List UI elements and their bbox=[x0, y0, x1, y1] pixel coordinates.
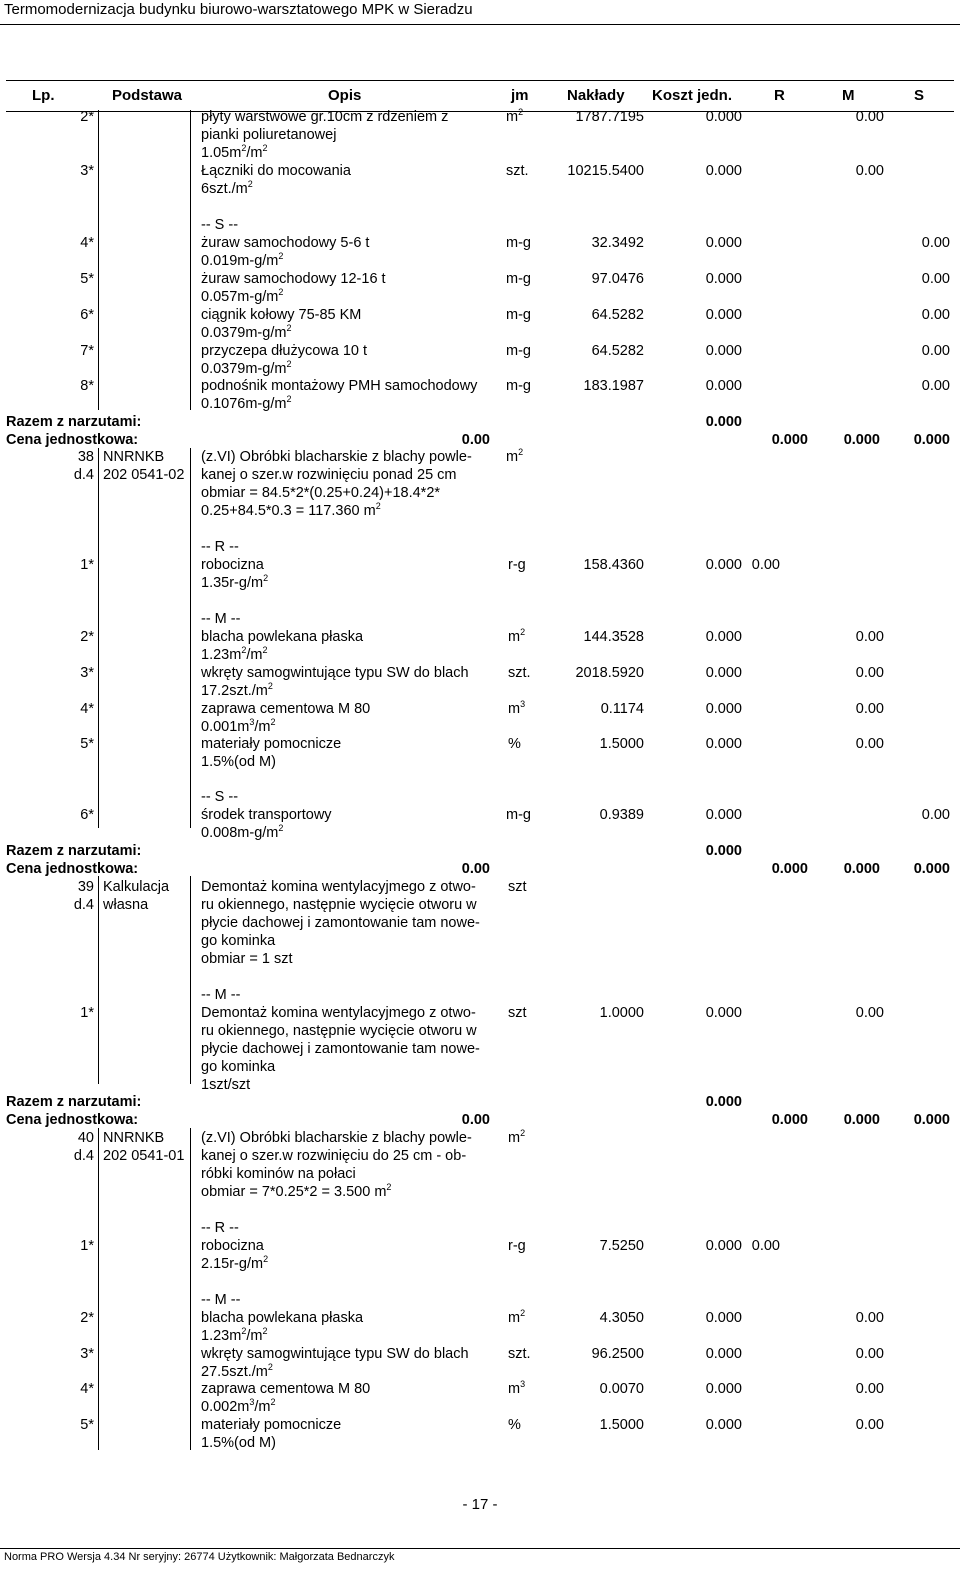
row-unit: r-g bbox=[508, 1238, 526, 1254]
separator bbox=[98, 110, 99, 410]
row-value: 0.00 bbox=[751, 1238, 780, 1254]
row-desc: płyty warstwowe gr.10cm z rdzeniem z bbox=[201, 109, 449, 125]
cena-value: 0.00 bbox=[461, 432, 490, 448]
cena-r: 0.000 bbox=[771, 432, 808, 448]
row-norm: $1.35r-g/m^2$ bbox=[201, 573, 269, 591]
position-desc: kanej o szer.w rozwinięciu ponad 25 cm bbox=[201, 467, 457, 483]
row-unit: m-g bbox=[506, 807, 531, 823]
row-naklady: 1.5000 bbox=[599, 1417, 644, 1433]
row-value: 0.00 bbox=[921, 235, 950, 251]
position-unit: $m^2$ bbox=[508, 1128, 526, 1146]
row-koszt: 0.000 bbox=[705, 1310, 742, 1326]
row-value: 0.00 bbox=[855, 1005, 884, 1021]
footer-rule bbox=[0, 1548, 960, 1549]
row-lp: 6* bbox=[80, 307, 94, 323]
position-source-code: 202 0541-01 bbox=[103, 1148, 185, 1164]
position-source: NNRNKB bbox=[103, 449, 165, 465]
row-desc: zaprawa cementowa M 80 bbox=[201, 701, 371, 717]
col-jm: jm bbox=[511, 87, 529, 104]
razem-label: Razem z narzutami: bbox=[6, 1094, 142, 1110]
cena-value: 0.00 bbox=[461, 1112, 490, 1128]
section-label-m: -- M -- bbox=[201, 611, 241, 627]
row-naklady: 64.5282 bbox=[591, 307, 644, 323]
col-podstawa: Podstawa bbox=[112, 87, 183, 104]
row-desc: robocizna bbox=[201, 1238, 264, 1254]
cena-m: 0.000 bbox=[843, 861, 880, 877]
position-section: d.4 bbox=[73, 467, 94, 483]
position-desc: róbki kominów na połaci bbox=[201, 1166, 356, 1182]
row-unit: $m^3$ bbox=[508, 699, 526, 717]
row-unit: $m^2$ bbox=[508, 1308, 526, 1326]
position-desc: płycie dachowej i zamontowanie tam nowe- bbox=[201, 915, 480, 931]
cena-r: 0.000 bbox=[771, 861, 808, 877]
row-unit: szt. bbox=[508, 665, 531, 681]
separator bbox=[190, 1128, 191, 1450]
position-desc: go kominka bbox=[201, 933, 276, 949]
row-naklady: 4.3050 bbox=[599, 1310, 644, 1326]
row-norm: $17.2szt./m^2$ bbox=[201, 681, 273, 699]
document-title: Termomodernizacja budynku biurowo-warsztatowego MPK w Sieradzu bbox=[4, 1, 473, 18]
row-koszt: 0.000 bbox=[705, 665, 742, 681]
cena-label: Cena jednostkowa: bbox=[6, 1112, 139, 1128]
row-lp: 4* bbox=[80, 701, 94, 717]
col-m: M bbox=[842, 87, 855, 104]
row-koszt: 0.000 bbox=[705, 343, 742, 359]
row-lp: 2* bbox=[80, 1310, 94, 1326]
row-lp: 4* bbox=[80, 235, 94, 251]
row-desc: środek transportowy bbox=[201, 807, 332, 823]
position-unit: szt bbox=[508, 879, 527, 895]
row-unit: $m^2$ bbox=[506, 107, 524, 125]
row-naklady: 2018.5920 bbox=[575, 665, 644, 681]
row-lp: 5* bbox=[80, 736, 94, 752]
row-koszt: 0.000 bbox=[705, 736, 742, 752]
row-desc: żuraw samochodowy 12-16 t bbox=[201, 271, 386, 287]
razem-value: 0.000 bbox=[705, 1094, 742, 1110]
position-desc: ru okiennego, następnie wycięcie otworu w bbox=[201, 897, 477, 913]
row-naklady: 0.0070 bbox=[599, 1381, 644, 1397]
row-unit: % bbox=[508, 1417, 521, 1433]
row-norm: $0.057m-g/m^2$ bbox=[201, 287, 284, 305]
separator bbox=[98, 1128, 99, 1450]
row-unit: szt bbox=[508, 1005, 527, 1021]
position-measure: obmiar = 7*0.25*2 = 3.500 $m^2$ bbox=[201, 1182, 392, 1200]
row-value: 0.00 bbox=[855, 701, 884, 717]
row-norm: $0.001m^3/m^2$ bbox=[201, 717, 276, 735]
header-rule bbox=[0, 24, 960, 25]
position-desc: (z.VI) Obróbki blacharskie z blachy powle- bbox=[201, 1130, 472, 1146]
separator bbox=[190, 448, 191, 828]
position-source: NNRNKB bbox=[103, 1130, 165, 1146]
separator bbox=[190, 110, 191, 410]
row-desc: Łączniki do mocowania bbox=[201, 163, 351, 179]
row-unit: m-g bbox=[506, 343, 531, 359]
row-value: 0.00 bbox=[921, 807, 950, 823]
row-desc: wkręty samogwintujące typu SW do blach bbox=[201, 665, 469, 681]
section-label-m: -- M -- bbox=[201, 987, 241, 1003]
row-desc: materiały pomocnicze bbox=[201, 1417, 342, 1433]
row-norm: $1.23m^2/m^2$ bbox=[201, 1326, 268, 1344]
footer-text: Norma PRO Wersja 4.34 Nr seryjny: 26774 Użytkownik: Małgorzata Bednarczyk bbox=[4, 1551, 395, 1563]
row-koszt: 0.000 bbox=[705, 235, 742, 251]
section-label-s: -- S -- bbox=[201, 217, 239, 233]
col-r: R bbox=[774, 87, 785, 104]
section-label-s: -- S -- bbox=[201, 789, 239, 805]
section-label-r: -- R -- bbox=[201, 1220, 239, 1236]
row-norm: 1.5%(od M) bbox=[201, 754, 276, 770]
row-lp: 1* bbox=[80, 1005, 94, 1021]
col-koszt: Koszt jedn. bbox=[652, 87, 733, 104]
row-norm: $2.15r-g/m^2$ bbox=[201, 1254, 269, 1272]
row-desc: żuraw samochodowy 5-6 t bbox=[201, 235, 370, 251]
row-desc: robocizna bbox=[201, 557, 264, 573]
row-value: 0.00 bbox=[855, 109, 884, 125]
position-measure: obmiar = 1 szt bbox=[201, 951, 293, 967]
razem-value: 0.000 bbox=[705, 843, 742, 859]
row-koszt: 0.000 bbox=[705, 1381, 742, 1397]
row-koszt: 0.000 bbox=[705, 307, 742, 323]
row-value: 0.00 bbox=[921, 307, 950, 323]
cena-r: 0.000 bbox=[771, 1112, 808, 1128]
row-lp: 3* bbox=[80, 1346, 94, 1362]
position-number: 39 bbox=[77, 879, 94, 895]
row-koszt: 0.000 bbox=[705, 109, 742, 125]
row-desc: go kominka bbox=[201, 1059, 276, 1075]
position-number: 40 bbox=[77, 1130, 94, 1146]
col-lp: Lp. bbox=[32, 87, 55, 104]
row-desc: blacha powlekana płaska bbox=[201, 1310, 364, 1326]
row-unit: $m^3$ bbox=[508, 1379, 526, 1397]
row-lp: 1* bbox=[80, 1238, 94, 1254]
position-desc: Demontaż komina wentylacyjmego z otwo- bbox=[201, 879, 476, 895]
row-lp: 7* bbox=[80, 343, 94, 359]
cena-label: Cena jednostkowa: bbox=[6, 432, 139, 448]
row-lp: 6* bbox=[80, 807, 94, 823]
position-source-code: własna bbox=[103, 897, 149, 913]
position-measure: 0.25+84.5*0.3 = 117.360 $m^2$ bbox=[201, 501, 381, 519]
row-naklady: 1.0000 bbox=[599, 1005, 644, 1021]
row-desc: płycie dachowej i zamontowanie tam nowe- bbox=[201, 1041, 480, 1057]
row-koszt: 0.000 bbox=[705, 1005, 742, 1021]
section-label-r: -- R -- bbox=[201, 539, 239, 555]
row-lp: 1* bbox=[80, 557, 94, 573]
cena-label: Cena jednostkowa: bbox=[6, 861, 139, 877]
row-value: 0.00 bbox=[855, 1346, 884, 1362]
row-lp: 3* bbox=[80, 163, 94, 179]
row-value: 0.00 bbox=[751, 557, 780, 573]
row-unit: % bbox=[508, 736, 521, 752]
section-label-m: -- M -- bbox=[201, 1292, 241, 1308]
row-koszt: 0.000 bbox=[705, 1346, 742, 1362]
row-norm: $0.1076m-g/m^2$ bbox=[201, 394, 292, 412]
row-naklady: 0.9389 bbox=[599, 807, 644, 823]
separator bbox=[98, 876, 99, 1084]
col-opis: Opis bbox=[328, 87, 362, 104]
row-unit: m-g bbox=[506, 235, 531, 251]
cena-value: 0.00 bbox=[461, 861, 490, 877]
row-value: 0.00 bbox=[855, 629, 884, 645]
row-value: 0.00 bbox=[855, 736, 884, 752]
razem-label: Razem z narzutami: bbox=[6, 843, 142, 859]
row-norm: $0.0379m-g/m^2$ bbox=[201, 323, 292, 341]
row-norm: $0.008m-g/m^2$ bbox=[201, 823, 284, 841]
row-desc: pianki poliuretanowej bbox=[201, 127, 337, 143]
row-naklady: 0.1174 bbox=[600, 701, 644, 717]
row-norm: $0.019m-g/m^2$ bbox=[201, 251, 284, 269]
row-lp: 2* bbox=[80, 109, 94, 125]
row-norm: $6szt./m^2$ bbox=[201, 179, 253, 197]
row-naklady: 183.1987 bbox=[583, 378, 644, 394]
row-unit: szt. bbox=[506, 163, 529, 179]
separator bbox=[98, 448, 99, 828]
position-source-code: 202 0541-02 bbox=[103, 467, 185, 483]
row-value: 0.00 bbox=[921, 343, 950, 359]
row-naklady: 10215.5400 bbox=[567, 163, 644, 179]
position-desc: (z.VI) Obróbki blacharskie z blachy powle- bbox=[201, 449, 472, 465]
row-naklady: 158.4360 bbox=[583, 557, 644, 573]
position-number: 38 bbox=[77, 449, 94, 465]
row-unit: m-g bbox=[506, 378, 531, 394]
row-value: 0.00 bbox=[855, 1417, 884, 1433]
row-naklady: 97.0476 bbox=[591, 271, 644, 287]
row-lp: 5* bbox=[80, 1417, 94, 1433]
row-desc: zaprawa cementowa M 80 bbox=[201, 1381, 371, 1397]
row-norm: $1.05m^2/m^2$ bbox=[201, 143, 268, 161]
row-lp: 8* bbox=[80, 378, 94, 394]
row-naklady: 1787.7195 bbox=[575, 109, 644, 125]
row-norm: $27.5szt./m^2$ bbox=[201, 1362, 273, 1380]
row-norm: 1.5%(od M) bbox=[201, 1435, 276, 1451]
position-section: d.4 bbox=[73, 1148, 94, 1164]
row-unit: m-g bbox=[506, 307, 531, 323]
row-lp: 3* bbox=[80, 665, 94, 681]
row-naklady: 1.5000 bbox=[599, 736, 644, 752]
row-desc: Demontaż komina wentylacyjmego z otwo- bbox=[201, 1005, 476, 1021]
row-desc: ru okiennego, następnie wycięcie otworu w bbox=[201, 1023, 477, 1039]
row-unit: szt. bbox=[508, 1346, 531, 1362]
row-desc: przyczepa dłużycowa 10 t bbox=[201, 343, 368, 359]
cena-m: 0.000 bbox=[843, 1112, 880, 1128]
row-value: 0.00 bbox=[855, 1310, 884, 1326]
row-koszt: 0.000 bbox=[705, 629, 742, 645]
row-koszt: 0.000 bbox=[705, 1417, 742, 1433]
row-value: 0.00 bbox=[855, 665, 884, 681]
position-unit: $m^2$ bbox=[506, 447, 524, 465]
row-koszt: 0.000 bbox=[705, 271, 742, 287]
row-unit: m-g bbox=[506, 271, 531, 287]
row-value: 0.00 bbox=[855, 163, 884, 179]
row-desc: podnośnik montażowy PMH samochodowy bbox=[201, 378, 478, 394]
row-norm: 1szt/szt bbox=[201, 1077, 251, 1093]
row-koszt: 0.000 bbox=[705, 701, 742, 717]
row-koszt: 0.000 bbox=[705, 557, 742, 573]
col-s: S bbox=[914, 87, 925, 104]
row-koszt: 0.000 bbox=[705, 163, 742, 179]
position-source: Kalkulacja bbox=[103, 879, 170, 895]
row-desc: blacha powlekana płaska bbox=[201, 629, 364, 645]
row-naklady: 7.5250 bbox=[599, 1238, 644, 1254]
cena-s: 0.000 bbox=[913, 861, 950, 877]
row-lp: 2* bbox=[80, 629, 94, 645]
row-norm: $0.0379m-g/m^2$ bbox=[201, 359, 292, 377]
row-koszt: 0.000 bbox=[705, 807, 742, 823]
row-naklady: 64.5282 bbox=[591, 343, 644, 359]
row-value: 0.00 bbox=[921, 378, 950, 394]
row-unit: $m^2$ bbox=[508, 627, 526, 645]
row-desc: ciągnik kołowy 75-85 KM bbox=[201, 307, 362, 323]
row-unit: r-g bbox=[508, 557, 526, 573]
row-naklady: 96.2500 bbox=[591, 1346, 644, 1362]
row-naklady: 144.3528 bbox=[583, 629, 644, 645]
row-koszt: 0.000 bbox=[705, 378, 742, 394]
separator bbox=[190, 876, 191, 1084]
row-value: 0.00 bbox=[921, 271, 950, 287]
razem-label: Razem z narzutami: bbox=[6, 414, 142, 430]
razem-value: 0.000 bbox=[705, 414, 742, 430]
page-number: - 17 - bbox=[462, 1496, 498, 1513]
row-lp: 5* bbox=[80, 271, 94, 287]
cena-m: 0.000 bbox=[843, 432, 880, 448]
row-desc: materiały pomocnicze bbox=[201, 736, 342, 752]
row-norm: $1.23m^2/m^2$ bbox=[201, 645, 268, 663]
row-norm: $0.002m^3/m^2$ bbox=[201, 1397, 276, 1415]
row-lp: 4* bbox=[80, 1381, 94, 1397]
row-naklady: 32.3492 bbox=[591, 235, 644, 251]
row-value: 0.00 bbox=[855, 1381, 884, 1397]
position-section: d.4 bbox=[73, 897, 94, 913]
row-koszt: 0.000 bbox=[705, 1238, 742, 1254]
row-desc: wkręty samogwintujące typu SW do blach bbox=[201, 1346, 469, 1362]
col-naklady: Nakłady bbox=[567, 87, 625, 104]
cena-s: 0.000 bbox=[913, 432, 950, 448]
position-desc: kanej o szer.w rozwinięciu do 25 cm - ob- bbox=[201, 1148, 467, 1164]
cena-s: 0.000 bbox=[913, 1112, 950, 1128]
position-measure: obmiar = 84.5*2*(0.25+0.24)+18.4*2* bbox=[201, 485, 441, 501]
